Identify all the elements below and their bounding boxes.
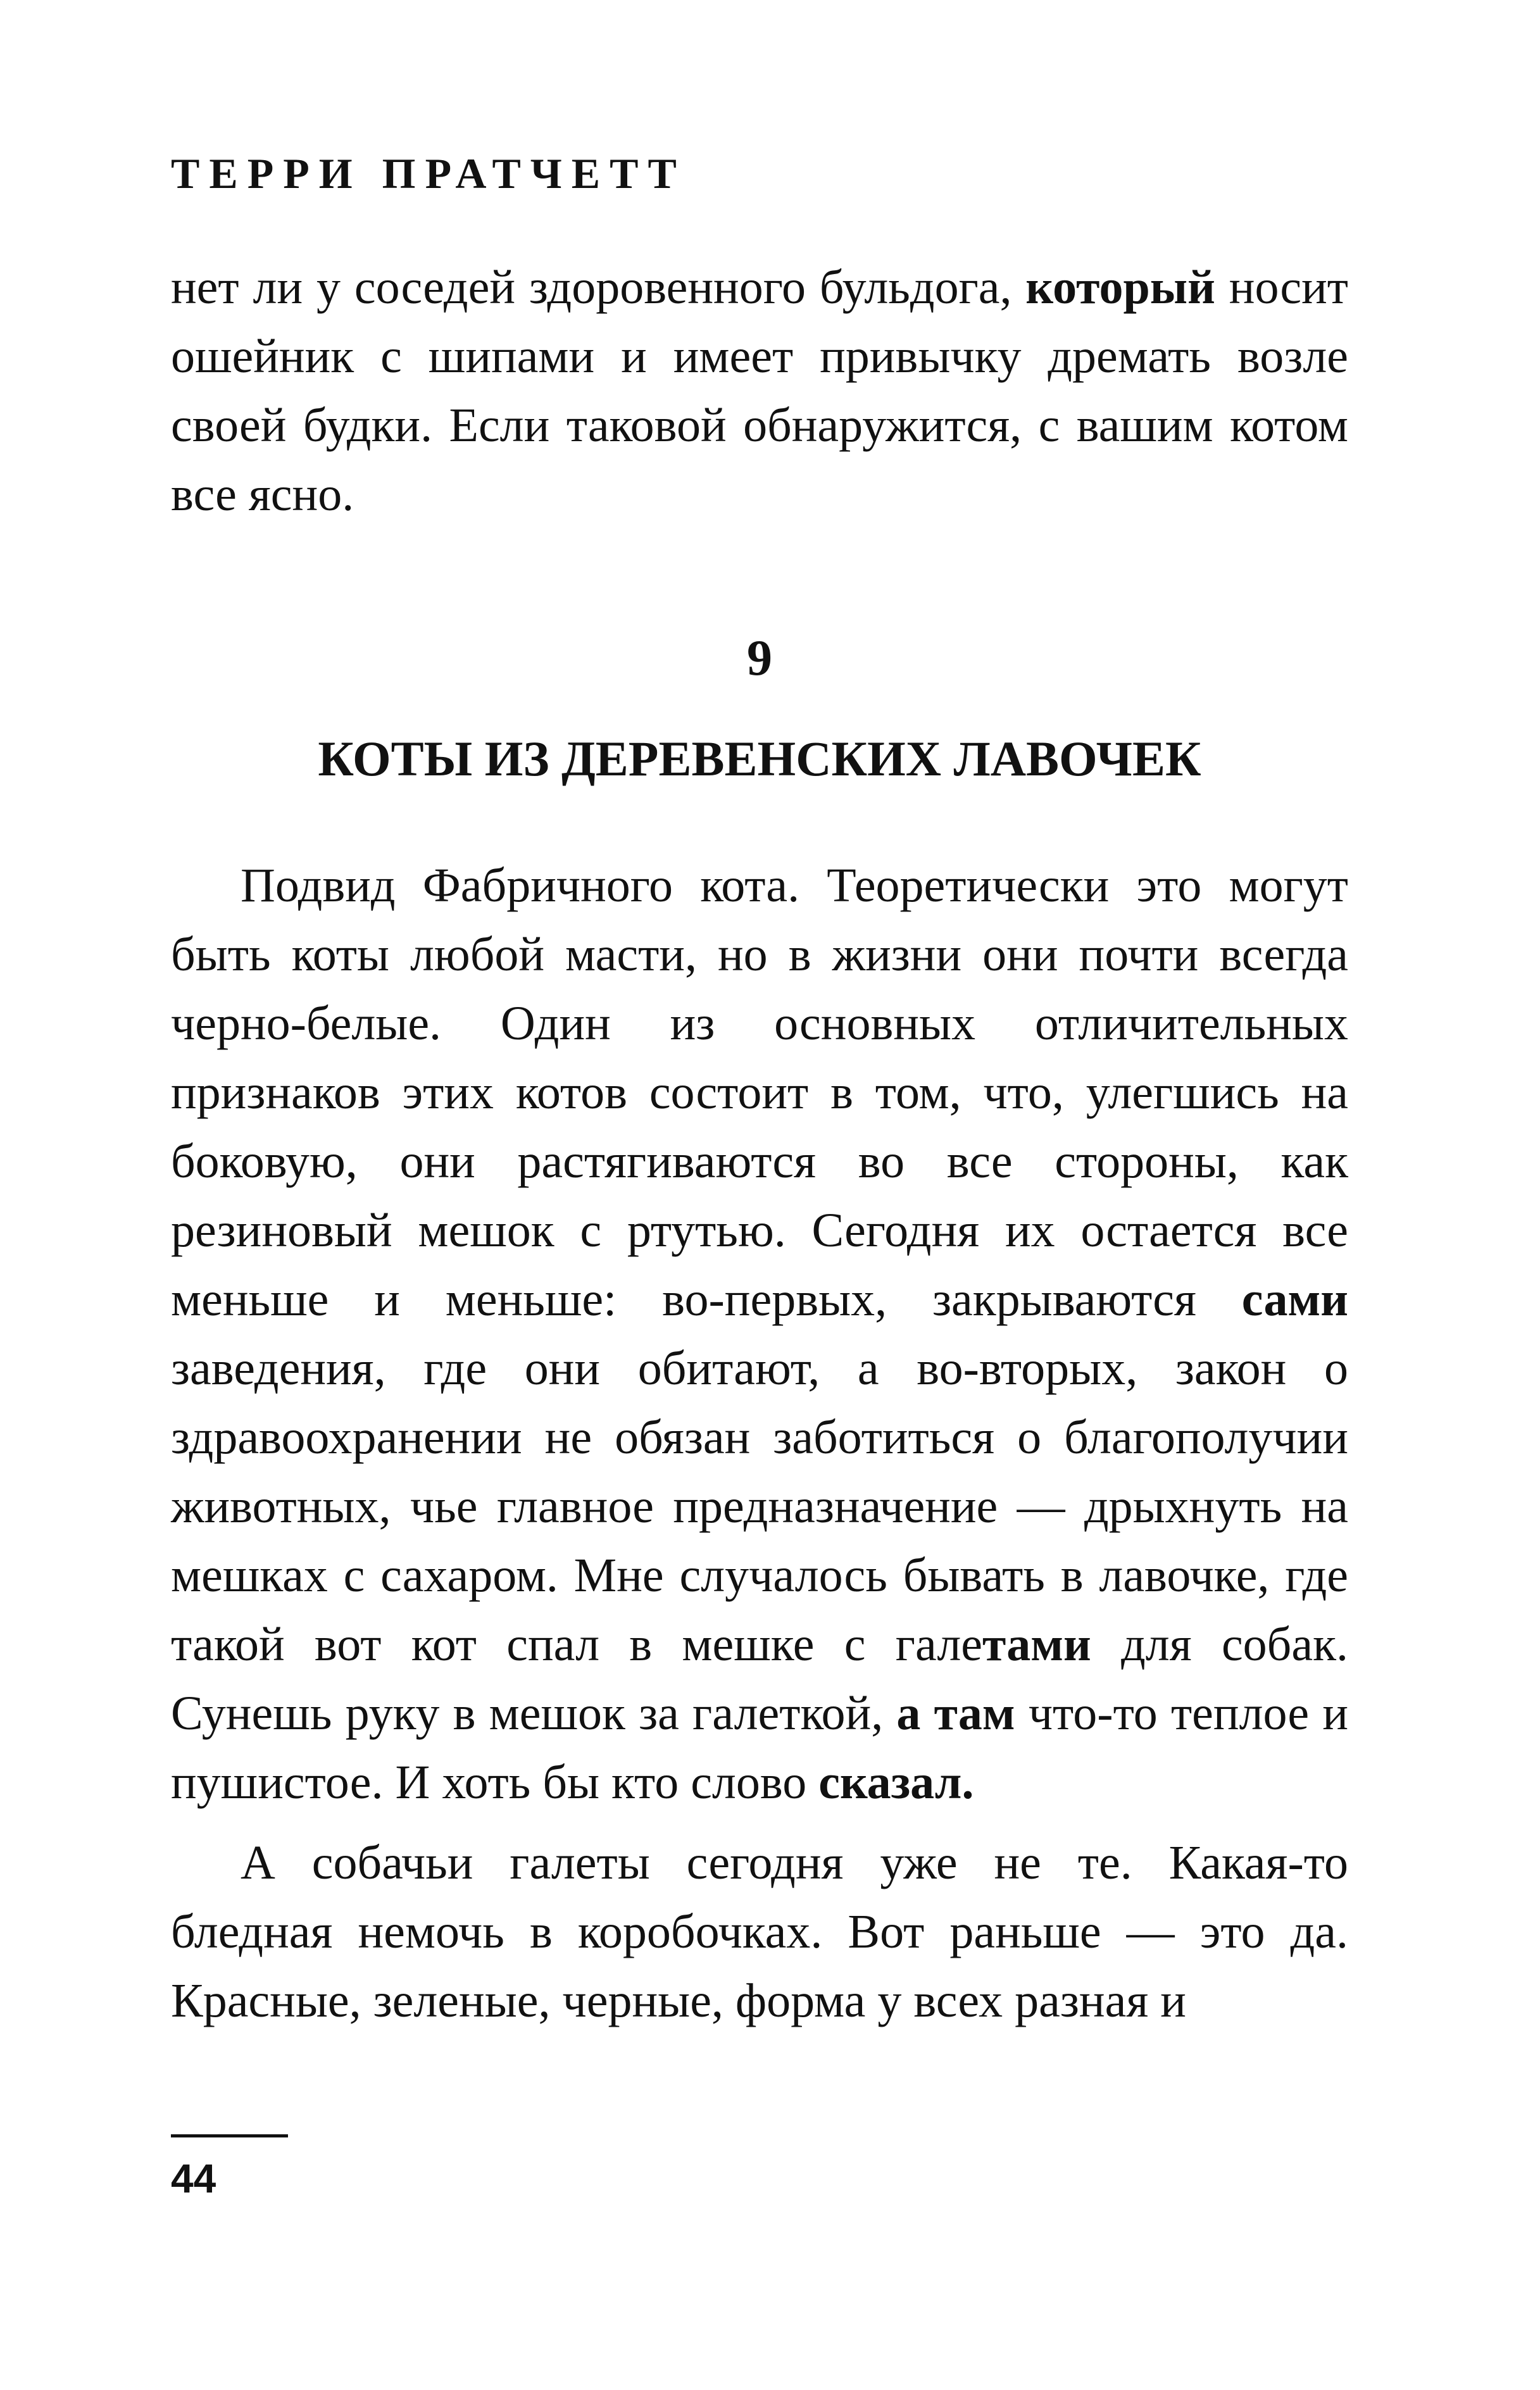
chapter-body <box>171 851 1348 2047</box>
page-number: 44 <box>171 2156 216 2201</box>
continuation-text <box>171 253 1348 529</box>
chapter-title: КОТЫ ИЗ ДЕРЕВЕНСКИХ ЛАВОЧЕК <box>318 731 1201 786</box>
paragraph-1-part-4: что-то теплое и пушистое. И хоть бы кто слово <box>171 1687 1349 1809</box>
paragraph-1-part-1: Подвид Фабричного кота. Теоретически это могут быть коты любой масти, но в жизни они почти всегда черно-белые. Один из основных отличительных признаков этих котов состоит в том, что, улегшись на боковую, они растягиваются во все стороны, как резиновый мешок с ртутью. Сегодня их остается все меньше и меньше: во-первых, закрываются <box>171 859 1348 1326</box>
paragraph-1-bold-4: сказал. <box>818 1756 974 1809</box>
running-head: ТЕРРИ ПРАТЧЕТТ <box>171 149 686 197</box>
continuation-text-start: нет ли у соседей здоровенного бульдога, <box>171 261 1026 314</box>
footer-rule <box>171 2134 288 2137</box>
continuation-text-end: носит ошейник с шипами и имеет привычку дремать возле своей будки. Если таковой обнаружится, с вашим котом все ясно. <box>171 261 1348 521</box>
continuation-bold-word: который <box>1025 261 1215 314</box>
paragraph-1-bold-3: а там <box>896 1687 1015 1740</box>
continuation-paragraph <box>171 253 1348 529</box>
paragraph-1-part-3: для собак. Сунешь руку в мешок за галеткой, <box>171 1618 1349 1740</box>
paragraph-2: А собачьи галеты сегодня уже не те. Какая-то бледная немочь в коробочках. Вот раньше — это да. Красные, зеленые, черные, форма у всех разная и <box>171 1836 1348 2027</box>
paragraph-1-bold-1: сами <box>1241 1273 1348 1326</box>
chapter-number: 9 <box>747 630 772 686</box>
paragraph-1 <box>171 851 1348 1817</box>
paragraph-1-part-2: заведения, где они обитают, а во-вторых, закон о здравоохранении не обязан заботиться о благополучии животных, чье главное предназначение — дрыхнуть на мешках с сахаром. Мне случалось бывать в лавочке, где такой вот кот спал в мешке с гале <box>171 1342 1348 1671</box>
paragraph-1-bold-2: тами <box>982 1618 1091 1671</box>
